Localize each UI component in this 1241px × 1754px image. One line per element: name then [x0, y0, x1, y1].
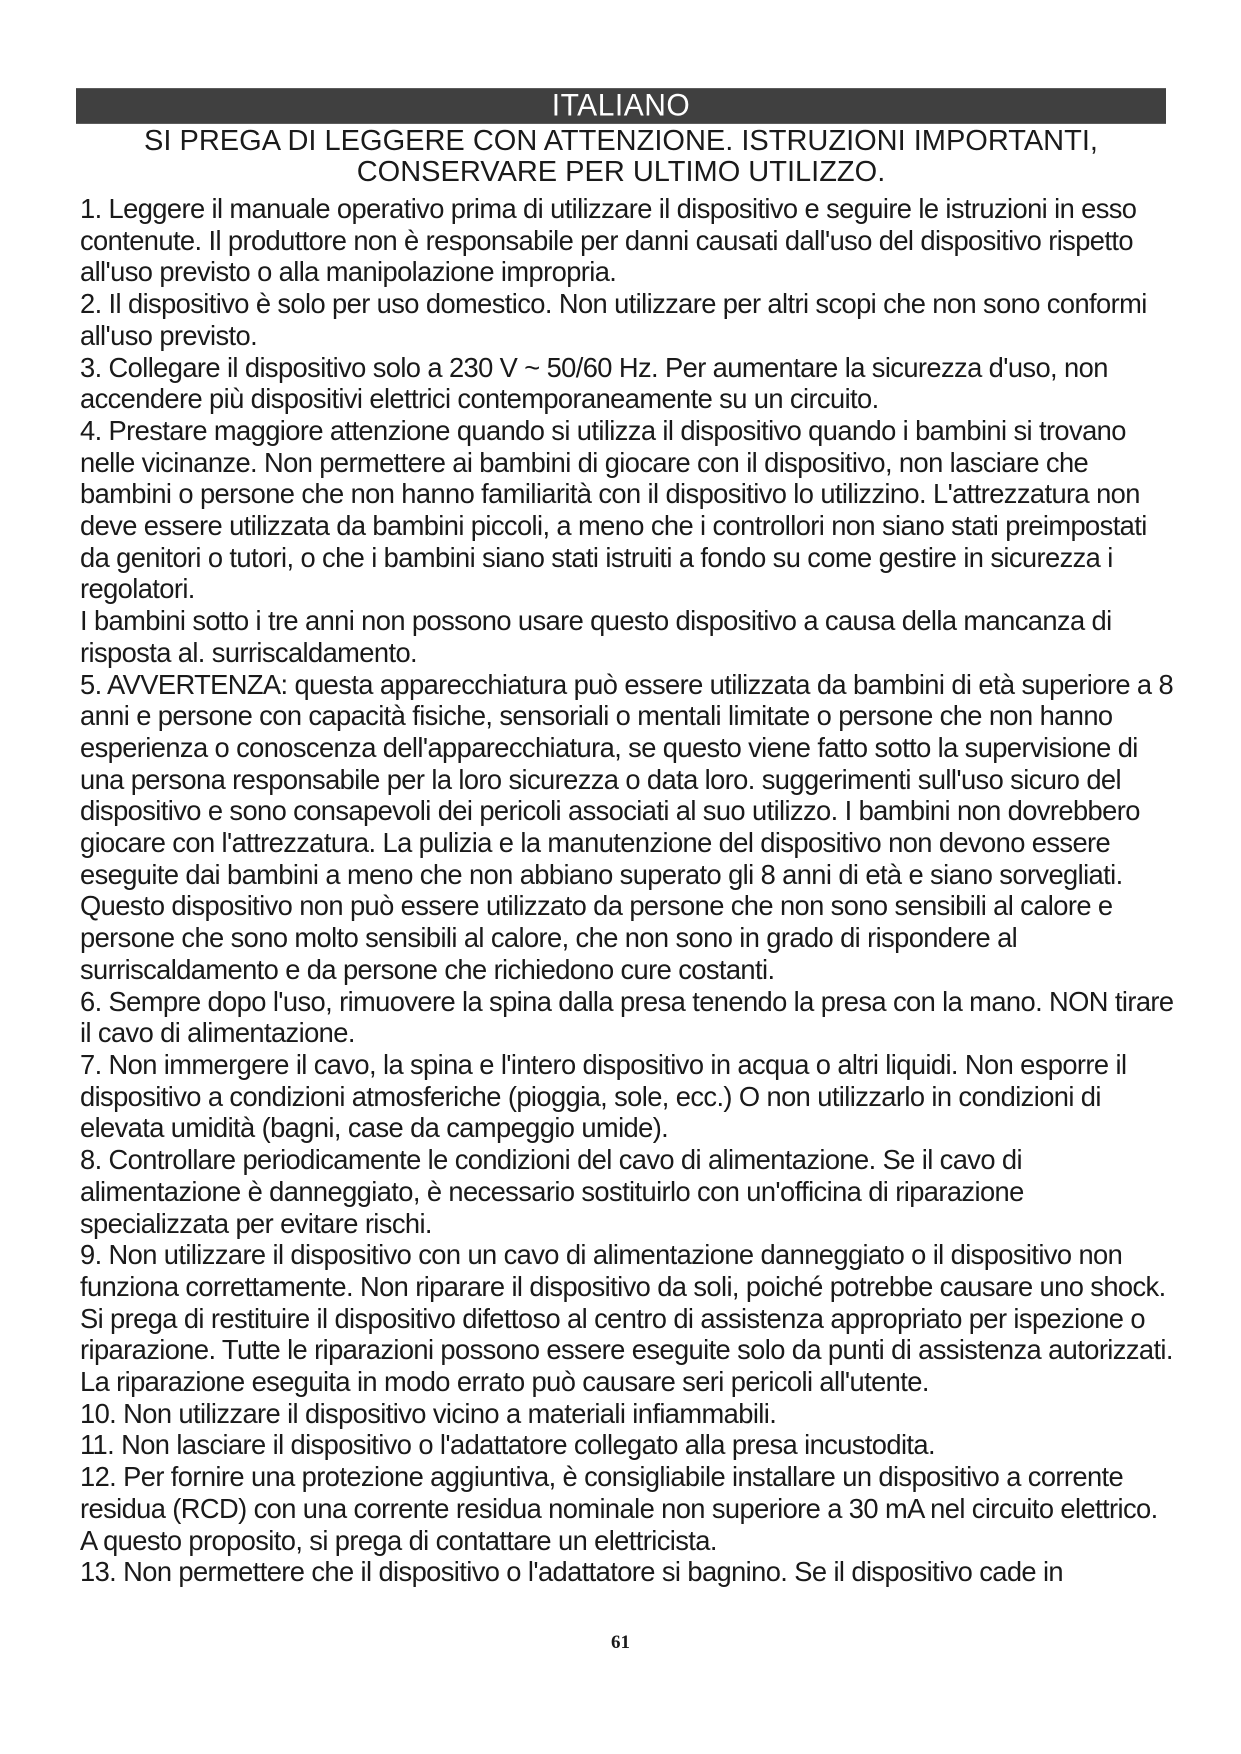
page-title: SI PREGA DI LEGGERE CON ATTENZIONE. ISTRUZIONI IMPORTANTI, CONSERVARE PER ULTIMO UTILIZZO. [144, 125, 1098, 188]
instruction-item: 5. AVVERTENZA: questa apparecchiatura può essere utilizzata da bambini di età superiore a 8 anni e persone con capacità fisiche, sensoriali o mentali limitate o persone che non hanno esperienza o conoscenza dell'apparecchiatura, se questo viene fatto sotto la supervisione di una persona responsabile per la loro sicurezza o data loro. suggerimenti sull'uso sicuro del dispositivo e sono consapevoli dei pericoli associati al suo utilizzo. I bambini non dovrebbero giocare con l'attrezzatura. La pulizia e la manutenzione del dispositivo non devono essere eseguite dai bambini a meno che non abbiano superato gli 8 anni di età e siano sorvegliati. Questo dispositivo non può essere utilizzato da persone che non sono sensibili al calore e persone che sono molto sensibili al calore, che non sono in grado di rispondere al surriscaldamento e da persone che richiedono cure costanti. [80, 668, 1174, 985]
instruction-item: 3. Collegare il dispositivo solo a 230 V ~ 50/60 Hz. Per aumentare la sicurezza d'uso, non accendere più dispositivi elettrici contemporaneamente su un circuito. [80, 351, 1108, 415]
instruction-item: 11. Non lasciare il dispositivo o l'adattatore collegato alla presa incustodita. [80, 1429, 935, 1461]
instruction-item: 4. Prestare maggiore attenzione quando si utilizza il dispositivo quando i bambini si trovano nelle vicinanze. Non permettere ai bambini di giocare con il dispositivo, non lasciare che bambini o persone che non hanno familiarità con il dispositivo lo utilizzino. L'attrezzatura non deve essere utilizzata da bambini piccoli, a meno che i controllori non siano stati preimpostati da genitori o tutori, o che i bambini siano stati istruiti a fondo su come gestire in sicurezza i regolatori. [80, 414, 1147, 605]
instruction-item: 7. Non immergere il cavo, la spina e l'intero dispositivo in acqua o altri liquidi. Non esporre il dispositivo a condizioni atmosferiche (pioggia, sole, ecc.) O non utilizzarlo in condizioni di elevata umidità (bagni, case da campeggio umide). [80, 1048, 1127, 1144]
instruction-item: 12. Per fornire una protezione aggiuntiva, è consigliabile installare un dispositivo a corrente residua (RCD) con una corrente residua nominale non superiore a 30 mA nel circuito elettrico. A questo proposito, si prega di contattare un elettricista. [80, 1461, 1158, 1556]
instruction-item: 1. Leggere il manuale operativo prima di utilizzare il dispositivo e seguire le istruzioni in esso contenute. Il produttore non è responsabile per danni causati dall'uso del dispositivo rispetto all'uso previsto o alla manipolazione impropria. [80, 193, 1137, 288]
instructions-list [80, 193, 1175, 1588]
instruction-item: I bambini sotto i tre anni non possono usare questo dispositivo a causa della mancanza di risposta al. surriscaldamento. [80, 605, 1112, 668]
language-header-bar: ITALIANO [76, 88, 1166, 124]
instruction-item: 9. Non utilizzare il dispositivo con un cavo di alimentazione danneggiato o il dispositivo non funziona correttamente. Non riparare il dispositivo da soli, poiché potrebbe causare uno shock. Si prega di restituire il dispositivo difettoso al centro di assistenza appropriato per ispezione o riparazione. Tutte le riparazioni possono essere eseguite solo da punti di assistenza autorizzati. La riparazione eseguita in modo errato può causare seri pericoli all'utente. [80, 1239, 1173, 1398]
instruction-item: 8. Controllare periodicamente le condizioni del cavo di alimentazione. Se il cavo di alimentazione è danneggiato, è necessario sostituirlo con un'officina di riparazione specializzata per evitare rischi. [80, 1144, 1024, 1239]
instruction-item: 10. Non utilizzare il dispositivo vicino a materiali infiammabili. [80, 1397, 777, 1429]
instruction-item: 6. Sempre dopo l'uso, rimuovere la spina dalla presa tenendo la presa con la mano. NON tirare il cavo di alimentazione. [80, 985, 1174, 1049]
instruction-item: 13. Non permettere che il dispositivo o l'adattatore si bagnino. Se il dispositivo cade in [80, 1556, 1064, 1588]
page-number: 61 [611, 1632, 630, 1653]
instruction-item: 2. Il dispositivo è solo per uso domestico. Non utilizzare per altri scopi che non sono conformi all'uso previsto. [80, 288, 1147, 351]
